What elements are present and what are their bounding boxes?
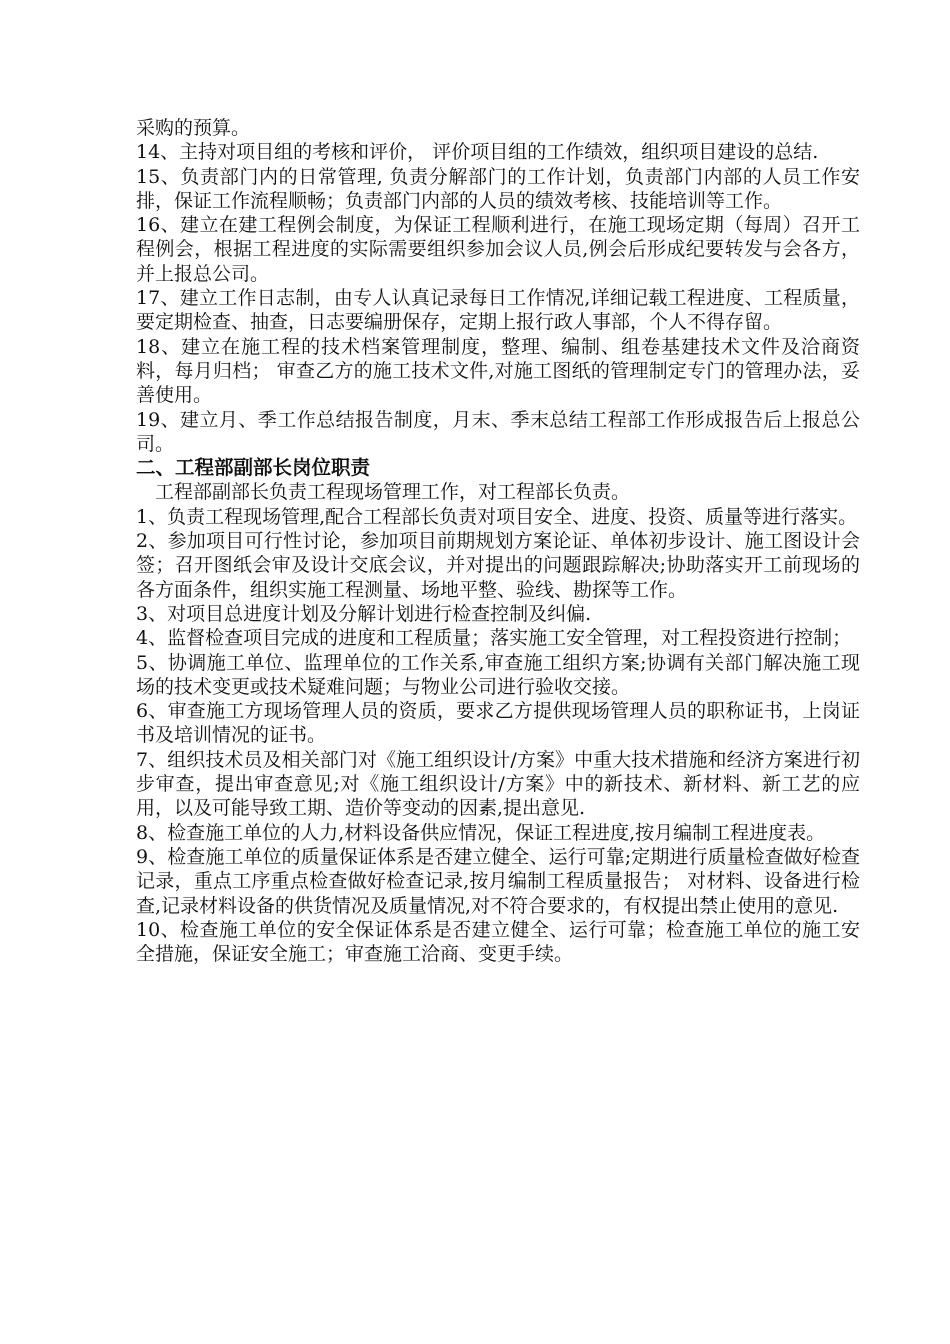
- duty-item-6: 6、审查施工方现场管理人员的资质，要求乙方提供现场管理人员的职称证书，上岗证书及培训情况的证书。: [136, 700, 860, 747]
- item-18: 18、建立在施工程的技术档案管理制度，整理、编制、组卷基建技术文件及洽商资料，每月归档； 审查乙方的施工技术文件,对施工图纸的管理制定专门的管理办法，妥善使用。: [136, 335, 860, 407]
- duty-item-2: 2、参加项目可行性讨论，参加项目前期规划方案论证、单体初步设计、施工图设计会签；召开图纸会审及设计交底会议，并对提出的问题跟踪解决;协助落实开工前现场的各方面条件，组织实施工程测量、场地平整、验线、勘探等工作。: [136, 530, 860, 601]
- item-14: 14、主持对项目组的考核和评价， 评价项目组的工作绩效，组织项目建设的总结.: [136, 141, 819, 164]
- duty-item-8: 8、检查施工单位的人力,材料设备供应情况，保证工程进度,按月编制工程进度表。: [136, 821, 826, 844]
- document-page: [136, 116, 860, 966]
- duty-item-5: 5、协调施工单位、监理单位的工作关系,审查施工组织方案;协调有关部门解决施工现场的技术变更或技术疑难问题；与物业公司进行验收交接。: [136, 651, 860, 698]
- paragraph-budget: 采购的预算。: [136, 117, 251, 139]
- item-17: 17、建立工作日志制，由专人认真记录每日工作情况,详细记载工程进度、工程质量，要定期检查、抽查，日志要编册保存，定期上报行政人事部，个人不得存留。: [136, 287, 860, 334]
- duty-item-3: 3、对项目总进度计划及分解计划进行检查控制及纠偏.: [136, 602, 592, 625]
- duty-item-7: 7、组织技术员及相关部门对《施工组织设计/方案》中重大技术措施和经济方案进行初步审查，提出审查意见;对《施工组织设计/方案》中的新技术、新材料、新工艺的应用，以及可能导致工期、造价等变动的因素,提出意见.: [136, 748, 860, 820]
- section-heading: 二、工程部副部长岗位职责: [136, 456, 371, 480]
- duty-item-4: 4、监督检查项目完成的进度和工程质量；落实施工安全管理，对工程投资进行控制；: [136, 627, 852, 650]
- item-19: 19、建立月、季工作总结报告制度，月末、季末总结工程部工作形成报告后上报总公司。: [136, 408, 860, 455]
- duty-item-1: 1、负责工程现场管理,配合工程部长负责对项目安全、进度、投资、质量等进行落实。: [136, 505, 858, 528]
- duty-item-10: 10、检查施工单位的安全保证体系是否建立健全、运行可靠；检查施工单位的施工安全措施，保证安全施工；审查施工洽商、变更手续。: [136, 918, 860, 966]
- section-intro: 工程部副部长负责工程现场管理工作，对工程部长负责。: [155, 481, 631, 504]
- item-15: 15、负责部门内的日常管理, 负责分解部门的工作计划，负责部门内部的人员工作安排，保证工作流程顺畅；负责部门内部的人员的绩效考核、技能培训等工作。: [136, 165, 860, 212]
- duty-item-9: 9、检查施工单位的质量保证体系是否建立健全、运行可靠;定期进行质量检查做好检查记录，重点工序重点检查做好检查记录,按月编制工程质量报告； 对材料、设备进行检查,记录材料设备的供货情况及质量情况,对不符合要求的，有权提出禁止使用的意见.: [136, 845, 860, 917]
- item-16: 16、建立在建工程例会制度，为保证工程顺利进行，在施工现场定期（每周）召开工程例会，根据工程进度的实际需要组织参加会议人员,例会后形成纪要转发与会各方，并上报总公司。: [136, 214, 860, 285]
